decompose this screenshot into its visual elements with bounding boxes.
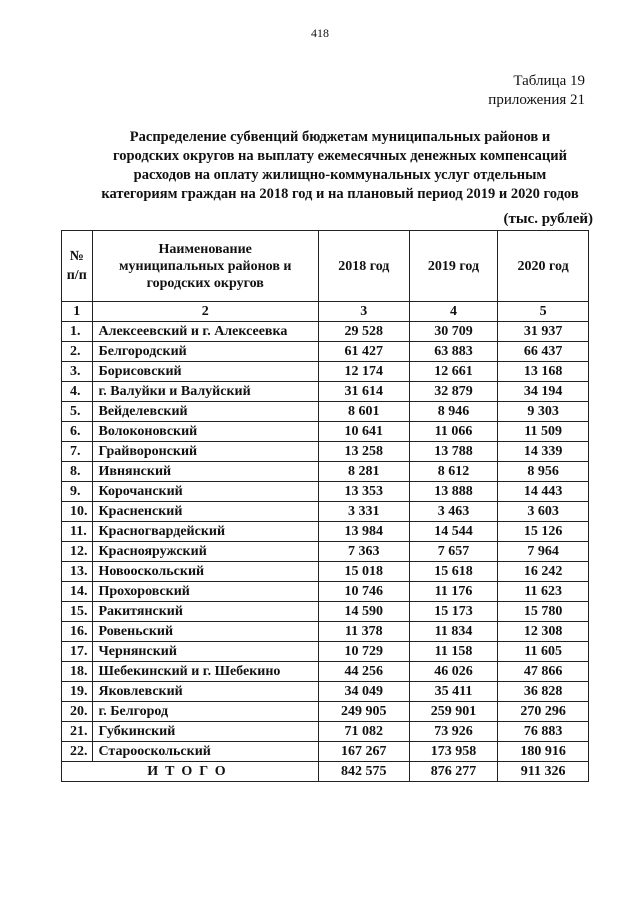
value-2018: 249 905: [318, 702, 409, 722]
row-number: 5.: [62, 402, 93, 422]
table-reference: [488, 72, 585, 110]
value-2019: 11 066: [409, 422, 498, 442]
title-line1: Распределение субвенций бюджетам муниципальных районов и: [129, 129, 551, 145]
table-row: [62, 602, 589, 622]
value-2019: 15 173: [409, 602, 498, 622]
table-row: [62, 542, 589, 562]
district-name: Шебекинский и г. Шебекино: [92, 662, 318, 682]
value-2020: 11 509: [498, 422, 589, 442]
district-name: Ивнянский: [92, 462, 318, 482]
row-number: 17.: [62, 642, 93, 662]
value-2018: 12 174: [318, 362, 409, 382]
table-row: [62, 582, 589, 602]
document-title: [60, 128, 620, 204]
value-2020: 15 126: [498, 522, 589, 542]
district-name: Белгородский: [92, 342, 318, 362]
row-number: 13.: [62, 562, 93, 582]
value-2018: 10 746: [318, 582, 409, 602]
value-2018: 14 590: [318, 602, 409, 622]
district-name: Краснояружский: [92, 542, 318, 562]
value-2019: 259 901: [409, 702, 498, 722]
district-name: Ровеньский: [92, 622, 318, 642]
total-row: [62, 762, 589, 782]
row-number: 22.: [62, 742, 93, 762]
value-2019: 3 463: [409, 502, 498, 522]
value-2020: 8 956: [498, 462, 589, 482]
header-num-line1: №: [69, 249, 84, 264]
value-2020: 9 303: [498, 402, 589, 422]
district-name: Корочанский: [92, 482, 318, 502]
value-2019: 73 926: [409, 722, 498, 742]
value-2020: 12 308: [498, 622, 589, 642]
district-name: Вейделевский: [92, 402, 318, 422]
header-2020: 2020 год: [498, 231, 589, 302]
column-numbers-row: [62, 302, 589, 322]
value-2019: 13 888: [409, 482, 498, 502]
column-number: 1: [62, 302, 93, 322]
table-row: [62, 482, 589, 502]
header-name: [92, 231, 318, 302]
value-2020: 13 168: [498, 362, 589, 382]
value-2020: 34 194: [498, 382, 589, 402]
value-2020: 15 780: [498, 602, 589, 622]
row-number: 16.: [62, 622, 93, 642]
table-row: [62, 382, 589, 402]
value-2020: 11 605: [498, 642, 589, 662]
value-2019: 8 946: [409, 402, 498, 422]
value-2018: 11 378: [318, 622, 409, 642]
row-number: 11.: [62, 522, 93, 542]
value-2019: 32 879: [409, 382, 498, 402]
value-2019: 8 612: [409, 462, 498, 482]
table-ref-line2: приложения 21: [488, 92, 585, 108]
table-row: [62, 642, 589, 662]
total-2020: 911 326: [498, 762, 589, 782]
title-line3: расходов на оплату жилищно-коммунальных услуг отдельным: [133, 167, 547, 183]
value-2019: 14 544: [409, 522, 498, 542]
value-2018: 167 267: [318, 742, 409, 762]
table-row: [62, 622, 589, 642]
value-2020: 31 937: [498, 322, 589, 342]
table-row: [62, 502, 589, 522]
row-number: 20.: [62, 702, 93, 722]
row-number: 12.: [62, 542, 93, 562]
value-2019: 35 411: [409, 682, 498, 702]
district-name: Борисовский: [92, 362, 318, 382]
district-name: Чернянский: [92, 642, 318, 662]
district-name: Красненский: [92, 502, 318, 522]
header-name-line3: городских округов: [146, 275, 264, 291]
row-number: 19.: [62, 682, 93, 702]
value-2020: 76 883: [498, 722, 589, 742]
total-2019: 876 277: [409, 762, 498, 782]
value-2018: 61 427: [318, 342, 409, 362]
row-number: 3.: [62, 362, 93, 382]
value-2020: 11 623: [498, 582, 589, 602]
table-header-row: [62, 231, 589, 302]
value-2018: 10 641: [318, 422, 409, 442]
value-2018: 13 984: [318, 522, 409, 542]
district-name: г. Белгород: [92, 702, 318, 722]
column-number: 2: [92, 302, 318, 322]
row-number: 7.: [62, 442, 93, 462]
row-number: 2.: [62, 342, 93, 362]
table-ref-line1: Таблица 19: [513, 73, 585, 89]
district-name: Красногвардейский: [92, 522, 318, 542]
value-2018: 7 363: [318, 542, 409, 562]
row-number: 18.: [62, 662, 93, 682]
row-number: 21.: [62, 722, 93, 742]
value-2018: 15 018: [318, 562, 409, 582]
district-name: Старооскольский: [92, 742, 318, 762]
district-name: Яковлевский: [92, 682, 318, 702]
value-2020: 16 242: [498, 562, 589, 582]
value-2019: 46 026: [409, 662, 498, 682]
district-name: Волоконовский: [92, 422, 318, 442]
total-label: ИТОГО: [62, 762, 319, 782]
district-name: Алексеевский и г. Алексеевка: [92, 322, 318, 342]
row-number: 10.: [62, 502, 93, 522]
value-2018: 8 601: [318, 402, 409, 422]
row-number: 6.: [62, 422, 93, 442]
value-2020: 3 603: [498, 502, 589, 522]
page-number: 418: [311, 26, 329, 40]
value-2019: 15 618: [409, 562, 498, 582]
table-row: [62, 662, 589, 682]
table-row: [62, 402, 589, 422]
value-2018: 13 353: [318, 482, 409, 502]
value-2018: 31 614: [318, 382, 409, 402]
table-row: [62, 522, 589, 542]
value-2018: 10 729: [318, 642, 409, 662]
value-2018: 44 256: [318, 662, 409, 682]
table-row: [62, 742, 589, 762]
header-num: [62, 231, 93, 302]
value-2020: 270 296: [498, 702, 589, 722]
district-name: Губкинский: [92, 722, 318, 742]
district-name: Новооскольский: [92, 562, 318, 582]
row-number: 9.: [62, 482, 93, 502]
total-2018: 842 575: [318, 762, 409, 782]
row-number: 15.: [62, 602, 93, 622]
value-2018: 34 049: [318, 682, 409, 702]
header-2019: 2019 год: [409, 231, 498, 302]
header-name-line1: Наименование: [158, 241, 252, 257]
table-row: [62, 362, 589, 382]
table-row: [62, 682, 589, 702]
title-line2: городских округов на выплату ежемесячных денежных компенсаций: [113, 148, 567, 164]
row-number: 8.: [62, 462, 93, 482]
value-2019: 12 661: [409, 362, 498, 382]
value-2018: 13 258: [318, 442, 409, 462]
row-number: 4.: [62, 382, 93, 402]
column-number: 3: [318, 302, 409, 322]
value-2018: 3 331: [318, 502, 409, 522]
district-name: Грайворонский: [92, 442, 318, 462]
value-2019: 13 788: [409, 442, 498, 462]
table-row: [62, 322, 589, 342]
value-2020: 14 339: [498, 442, 589, 462]
value-2018: 8 281: [318, 462, 409, 482]
value-2020: 14 443: [498, 482, 589, 502]
district-name: г. Валуйки и Валуйский: [92, 382, 318, 402]
subvention-table: [61, 230, 589, 782]
column-number: 4: [409, 302, 498, 322]
value-2020: 66 437: [498, 342, 589, 362]
header-name-line2: муниципальных районов и: [119, 258, 292, 274]
table-row: [62, 722, 589, 742]
district-name: Ракитянский: [92, 602, 318, 622]
header-num-line2: п/п: [66, 268, 87, 283]
value-2019: 63 883: [409, 342, 498, 362]
table-row: [62, 342, 589, 362]
table-row: [62, 562, 589, 582]
title-line4: категориям граждан на 2018 год и на плановый период 2019 и 2020 годов: [101, 186, 579, 202]
value-2018: 29 528: [318, 322, 409, 342]
header-2018: 2018 год: [318, 231, 409, 302]
table-row: [62, 442, 589, 462]
value-2018: 71 082: [318, 722, 409, 742]
row-number: 14.: [62, 582, 93, 602]
column-number: 5: [498, 302, 589, 322]
value-2020: 180 916: [498, 742, 589, 762]
value-2019: 7 657: [409, 542, 498, 562]
value-2020: 36 828: [498, 682, 589, 702]
units-label: (тыс. рублей): [503, 211, 593, 227]
value-2019: 30 709: [409, 322, 498, 342]
table-row: [62, 702, 589, 722]
district-name: Прохоровский: [92, 582, 318, 602]
value-2019: 173 958: [409, 742, 498, 762]
value-2020: 7 964: [498, 542, 589, 562]
value-2019: 11 158: [409, 642, 498, 662]
value-2019: 11 176: [409, 582, 498, 602]
row-number: 1.: [62, 322, 93, 342]
table-row: [62, 462, 589, 482]
value-2020: 47 866: [498, 662, 589, 682]
value-2019: 11 834: [409, 622, 498, 642]
table-row: [62, 422, 589, 442]
